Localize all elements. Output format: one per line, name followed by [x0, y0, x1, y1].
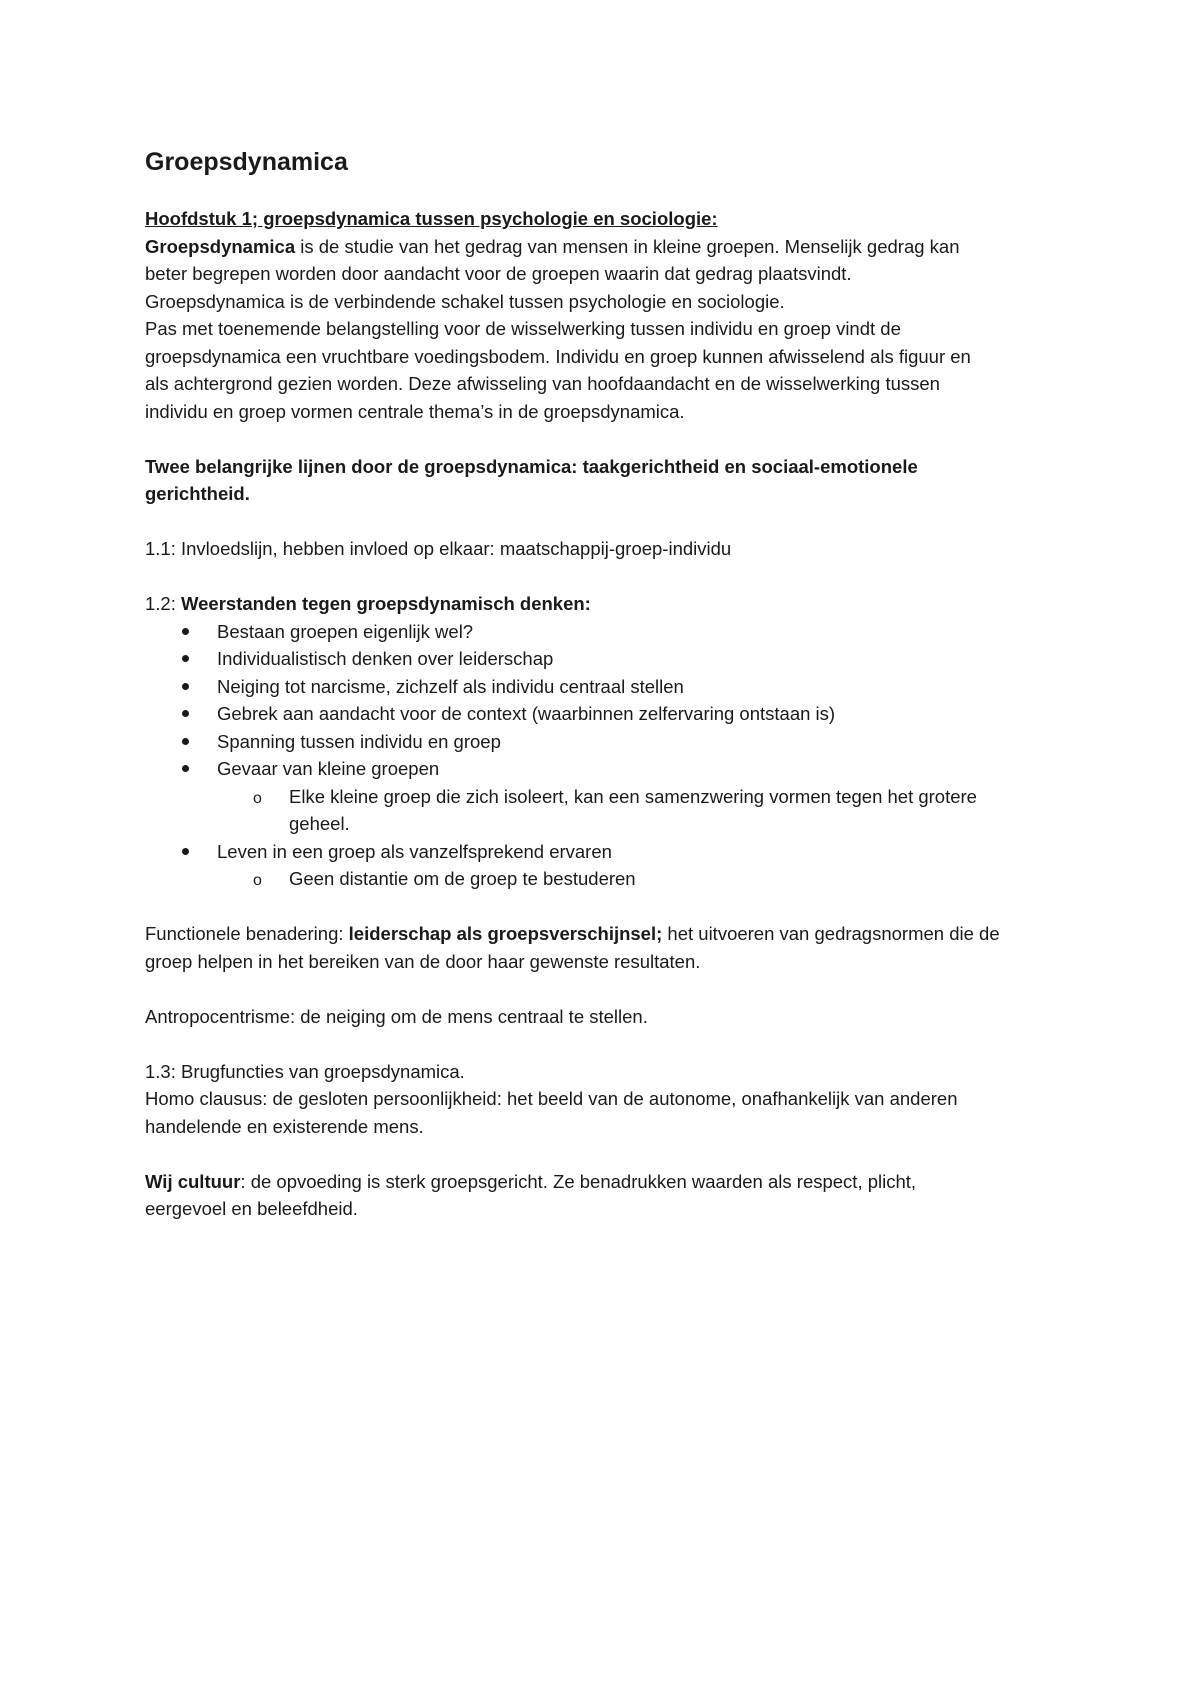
document-body — [145, 205, 1075, 1223]
list-item: Leven in een groep als vanzelfsprekend ervaren o Geen distantie om de groep te bestuderen — [145, 838, 1075, 893]
section-1-1: 1.1: Invloedslijn, hebben invloed op elkaar: maatschappij-groep-individu — [145, 538, 732, 559]
sub-list-item: o Geen distantie om de groep te bestuderen — [217, 865, 1075, 893]
intro-line-5: groepsdynamica een vruchtbare voedingsbodem. Individu en groep kunnen afwisselend als figuur en — [145, 345, 971, 367]
list-item: Gevaar van kleine groepen o Elke kleine groep die zich isoleert, kan een samenzwering vormen tegen het grotere geheel. — [145, 755, 1075, 838]
sub-list — [217, 865, 1075, 893]
spacer — [145, 1140, 1075, 1168]
document-title: Groepsdynamica — [145, 148, 348, 176]
spacer — [145, 563, 1075, 591]
bullet-icon — [182, 710, 189, 717]
spacer — [145, 975, 1075, 1003]
functional-line-2: groep helpen in het bereiken van de door haar gewenste resultaten. — [145, 950, 701, 972]
antropocentrisme: Antropocentrisme: de neiging om de mens centraal te stellen. — [145, 1005, 648, 1027]
circle-bullet-icon: o — [253, 872, 262, 889]
spacer — [145, 893, 1075, 921]
intro-line-4: Pas met toenemende belangstelling voor de wisselwerking tussen individu en groep vindt de — [145, 318, 901, 339]
spacer — [145, 1030, 1075, 1058]
resistance-list — [145, 618, 1075, 893]
intro-line-2: beter begrepen worden door aandacht voor de groepen waarin dat gedrag plaatsvindt. — [145, 263, 852, 284]
intro-line-6: als achtergrond gezien worden. Deze afwisseling van hoofdaandacht en de wisselwerking tussen — [145, 373, 940, 394]
spacer — [145, 508, 1075, 536]
bullet-icon — [182, 738, 189, 745]
list-item: Neiging tot narcisme, zichzelf als individu centraal stellen — [145, 673, 1075, 701]
bullet-icon — [182, 683, 189, 690]
section-1-3-heading: 1.3: Brugfuncties van groepsdynamica. — [145, 1060, 465, 1082]
homo-clausus-line-2: handelende en existerende mens. — [145, 1115, 424, 1137]
sub-list — [217, 783, 1075, 838]
intro-line-7: individu en groep vormen centrale thema’s in de groepsdynamica. — [145, 400, 685, 422]
intro-line-1: Groepsdynamica is de studie van het gedrag van mensen in kleine groepen. Menselijk gedrag kan — [145, 235, 960, 257]
circle-bullet-icon: o — [253, 789, 262, 807]
functional-line-1: Functionele benadering: leiderschap als groepsverschijnsel; het uitvoeren van gedragsnormen die de — [145, 923, 1000, 944]
homo-clausus-line-1: Homo clausus: de gesloten persoonlijkheid: het beeld van de autonome, onafhankelijk van anderen — [145, 1088, 958, 1109]
two-lines-heading-1: Twee belangrijke lijnen door de groepsdynamica: taakgerichtheid en sociaal-emotionele — [145, 455, 918, 477]
chapter-heading: Hoofdstuk 1; groepsdynamica tussen psychologie en sociologie: — [145, 208, 718, 229]
list-item: Spanning tussen individu en groep — [145, 728, 1075, 756]
two-lines-heading-2: gerichtheid. — [145, 483, 250, 504]
bullet-icon — [182, 628, 189, 635]
wij-cultuur-line-1: Wij cultuur: de opvoeding is sterk groepsgericht. Ze benadrukken waarden als respect, plicht, — [145, 1170, 917, 1192]
section-1-2-heading: 1.2: Weerstanden tegen groepsdynamisch denken: — [145, 593, 591, 614]
intro-line-3: Groepsdynamica is de verbindende schakel tussen psychologie en sociologie. — [145, 290, 785, 312]
wij-cultuur-line-2: eergevoel en beleefdheid. — [145, 1198, 358, 1219]
bullet-icon — [182, 765, 189, 772]
list-item: Individualistisch denken over leiderschap — [145, 645, 1075, 673]
bullet-icon — [182, 848, 189, 855]
list-item: Gebrek aan aandacht voor de context (waarbinnen zelfervaring ontstaan is) — [145, 700, 1075, 728]
sub-list-item: o Elke kleine groep die zich isoleert, kan een samenzwering vormen tegen het grotere geheel. — [253, 785, 977, 834]
list-item: Bestaan groepen eigenlijk wel? — [145, 618, 1075, 646]
spacer — [145, 425, 1075, 453]
bullet-icon — [182, 655, 189, 662]
